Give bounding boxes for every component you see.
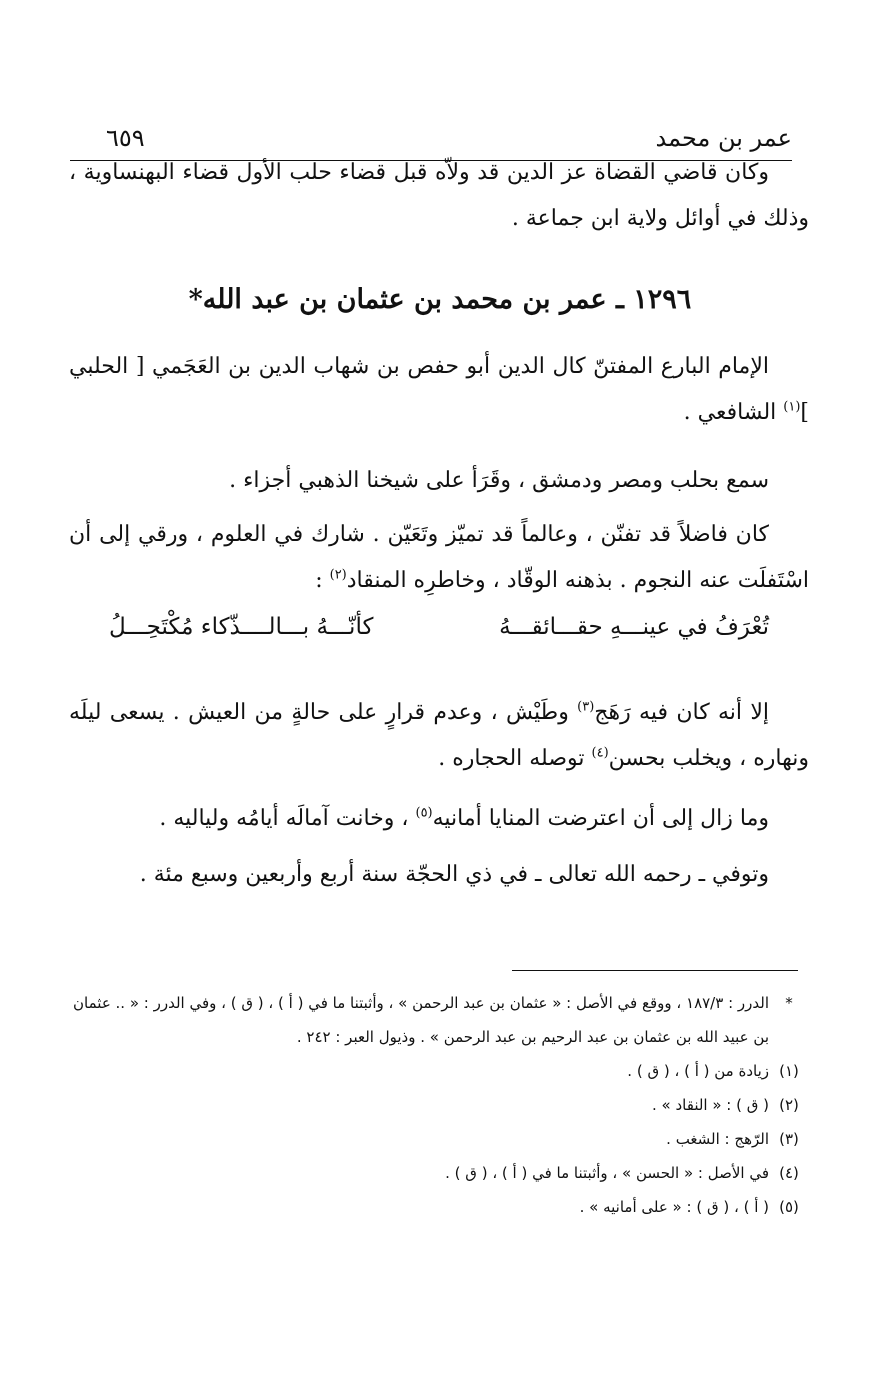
footnote-ref-2: (٢)	[329, 567, 347, 583]
footnote-marker: (١)	[779, 1062, 799, 1080]
bio-paragraph-1	[69, 344, 809, 436]
bio-paragraph-5	[69, 796, 809, 842]
footnote-marker: (٤)	[779, 1164, 799, 1182]
footnote-item	[69, 1122, 809, 1156]
biography-heading: ١٢٩٦ ـ عمر بن محمد بن عثمان بن عبد الله*	[188, 284, 692, 315]
bio-paragraph-2: سمع بحلب ومصر ودمشق ، وقَرَأ على شيخنا الذهبي أجزاء .	[229, 468, 769, 493]
bio-paragraph-1-tail: الشافعي .	[683, 400, 784, 425]
footnote-text: ( ق ) : « النقاد » .	[652, 1096, 769, 1114]
footnote-ref-5: (٥)	[415, 805, 433, 821]
bio-paragraph-3	[69, 512, 809, 604]
poem-verse	[109, 608, 769, 656]
running-title: عمر بن محمد	[655, 124, 792, 152]
footnote-text: زيادة من ( أ ) ، ( ق ) .	[627, 1062, 769, 1080]
footnotes	[69, 986, 809, 1224]
footnote-marker: (٣)	[779, 1130, 799, 1148]
bio-paragraph-5-text: وما زال إلى أن اعترضت المنايا أمانيه	[432, 806, 769, 831]
bio-paragraph-3-tail: :	[315, 568, 330, 593]
footnote-ref-3: (٣)	[577, 699, 595, 715]
footnote-marker: (٢)	[779, 1096, 799, 1114]
verse-first-hemistich: تُعْرَفُ في عينـــهِ حقـــائقـــهُ	[499, 614, 769, 640]
footnote-item	[69, 1088, 809, 1122]
bio-paragraph-4	[69, 690, 809, 782]
bio-paragraph-6: وتوفي ـ رحمه الله تعالى ـ في ذي الحجّة سنة أربع وأربعين وسبع مئة .	[139, 862, 769, 887]
footnote-text: الرّهج : الشغب .	[666, 1130, 769, 1148]
footnote-text: الدرر : ١٨٧/٣ ، ووقع في الأصل : « عثمان بن عبد الرحمن » ، وأثبتنا ما في ( أ ) ، ( ق ) ، وفي الدرر : « .. عثمان بن عبيد الله بن عثمان بن عبد الرحيم بن عبد الرحمن » . وذيول العبر : ٢٤٢ .	[73, 994, 769, 1046]
footnote-item	[69, 986, 809, 1054]
bio-paragraph-4-text-a: إلا أنه كان فيه رَهَج	[594, 700, 770, 725]
footnote-separator	[512, 970, 798, 971]
footnote-text: في الأصل : « الحسن » ، وأثبتنا ما في ( أ ) ، ( ق ) .	[445, 1164, 769, 1182]
footnote-marker: (٥)	[779, 1198, 799, 1216]
verse-second-hemistich: كأنّـــهُ بـــالــــذّكاء مُكْتَحِـــلُ	[109, 614, 374, 640]
intro-paragraph: وكان قاضي القضاة عز الدين قد ولاّه قبل قضاء حلب الأول قضاء البهنساوية ، وذلك في أوائل ولاية ابن جماعة .	[69, 160, 809, 231]
bio-paragraph-1-text: الإمام البارع المفتنّ كال الدين أبو حفص بن شهاب الدين بن العَجَمي [ الحلبي ]	[69, 354, 809, 425]
footnote-ref-1: (١)	[783, 399, 801, 415]
bio-paragraph-4-text-c: توصله الحجاره .	[438, 746, 592, 771]
footnote-item	[69, 1054, 809, 1088]
page-number: ٦٥٩	[106, 124, 145, 152]
footnote-ref-4: (٤)	[591, 745, 609, 761]
footnote-text: ( أ ) ، ( ق ) : « على أمانيه » .	[579, 1198, 769, 1216]
footnote-marker: *	[785, 994, 793, 1012]
bio-paragraph-4-text-b: وطَيْش ، وعدم قرارٍ على حالةٍ من العيش . يسعى ليلَه ونهاره ، ويخلب بحسن	[69, 700, 809, 771]
footnote-item	[69, 1190, 809, 1224]
footnote-item	[69, 1156, 809, 1190]
bio-paragraph-5-tail: ، وخانت آمالَه أيامُه ولياليه .	[159, 806, 416, 831]
bio-paragraph-3-text: كان فاضلاً قد تفنّن ، وعالماً قد تميّز وتَعَيّن . شارك في العلوم ، ورقي إلى أن اسْتَفلَت عنه النجوم . بذهنه الوقّاد ، وخاطرِه المنقاد	[69, 522, 809, 593]
